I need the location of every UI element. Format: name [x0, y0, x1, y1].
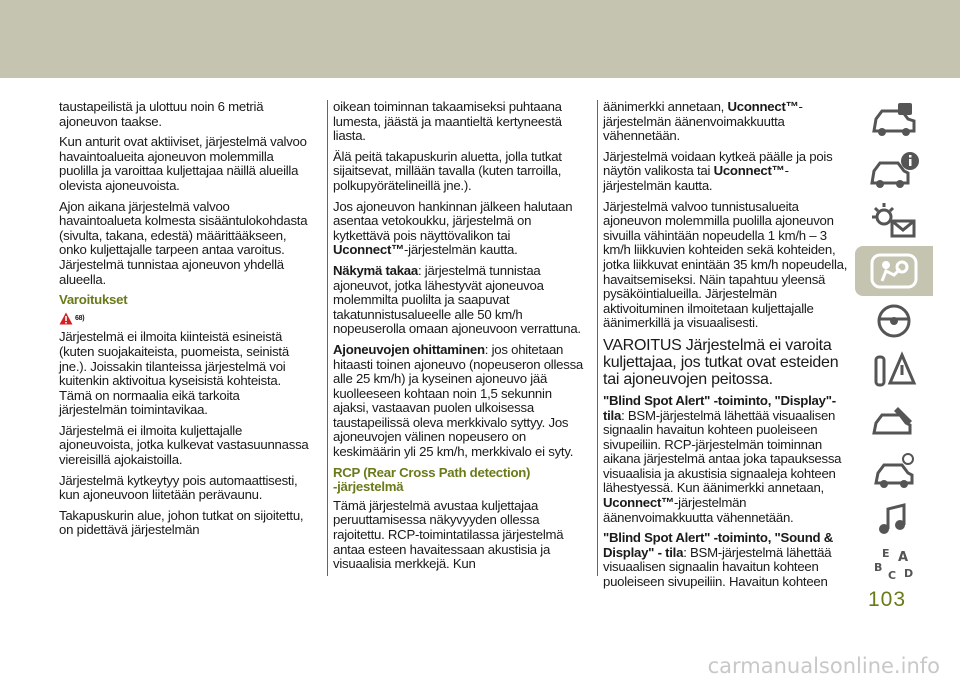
safety-airbag-icon	[868, 251, 920, 291]
svg-text:C: C	[888, 569, 897, 582]
text-run: : järjestelmä tunnistaa ajoneuvot, jotka lähestyvät ajoneuvoa molemmilta puolilta ja saapuvat takatunnistusalueelle alle 50 km/h nopeuserolla omaan ajoneuvoon verrattuna.	[333, 262, 581, 337]
text-run: -järjestelmän kautta.	[603, 163, 789, 193]
svg-text:B: B	[874, 561, 883, 574]
brand-name: Uconnect™	[713, 163, 785, 179]
emergency-icon	[868, 351, 920, 391]
paragraph: taustapeilistä ja ulottuu noin 6 metriä ajoneuvon taakse.	[59, 99, 264, 129]
paragraph: Järjestelmä valvoo tunnistusalueita ajoneuvon molemmilla puolilla ajoneuvon sivuilla vähintään nopeudella 1 km/h – 3 km/h liikkuvien kohteiden sekä kohteiden, jotka liikkuvat enintään 35 km/h nopeudella, havaitsemiseksi. Näin tapahtuu yleensä pysäköintialueilla. Järjestelmän aktivoituminen ilmoitetaan kuljettajalle äänimerkillä ja visuaalisesti.	[603, 198, 848, 331]
tab-car-info[interactable]	[855, 96, 933, 146]
tab-technical-data[interactable]	[855, 446, 933, 496]
brand-name: Uconnect™	[727, 99, 799, 114]
text-column-3	[597, 99, 853, 590]
text-run: -järjestelmän äänenvoimakkuutta vähennetään.	[603, 495, 794, 525]
rcp-heading-line-1: RCP (Rear Cross Path detection)	[333, 464, 531, 480]
term-label: "Blind Spot Alert" -toiminto, "Sound & Display" - tila	[603, 530, 833, 560]
car-info-i-icon	[868, 151, 920, 191]
car-info-icon	[868, 101, 920, 141]
text-column-1	[59, 100, 309, 544]
paragraph: Takapuskurin alue, johon tutkat on sijoitettu, on pidettävä järjestelmän	[59, 507, 304, 538]
paragraph: Tämä järjestelmä avustaa kuljettajaa peruuttamisessa näkyvyyden ollessa rajoitettu. RCP-toimintatilassa järjestelmä antaa esteen havaitessaan akustisia ja visuaalisia merkkejä. Kun	[333, 497, 564, 572]
paragraph: Järjestelmä ei ilmoita kuljettajalle ajoneuvoista, jotka kulkevat vastasuunnassa viereisillä ajokaistoilla.	[59, 422, 309, 468]
paragraph: Järjestelmä kytkeytyy pois automaattisesti, kun ajoneuvoon liitetään perävaunu.	[59, 472, 298, 503]
tab-maintenance[interactable]	[855, 396, 933, 446]
warning-triangle-icon	[59, 312, 73, 325]
paragraph: Älä peitä takapuskurin aluetta, jolla tutkat sijaitsevat, millään tavalla (kuten tarroilla, polkupyörätelineillä jne.).	[333, 148, 562, 193]
technical-data-icon	[868, 451, 920, 491]
paragraph	[333, 264, 583, 337]
svg-text:E: E	[882, 547, 890, 560]
rcp-heading	[333, 466, 583, 495]
term-label: Näkymä takaa	[333, 262, 418, 278]
warning-ref-number: 68)	[75, 314, 85, 322]
paragraph	[603, 100, 853, 144]
tab-car-info-i[interactable]	[855, 146, 933, 196]
warning-reference[interactable]	[59, 312, 309, 327]
text-run: -järjestelmän kautta.	[404, 242, 518, 258]
text-run: äänimerkki annetaan,	[603, 99, 728, 114]
maintenance-icon	[868, 401, 920, 441]
brand-name: Uconnect™	[603, 495, 675, 511]
brand-name: Uconnect™	[333, 242, 405, 258]
paragraph	[603, 394, 853, 525]
page-number: 103	[868, 588, 907, 611]
text-run: Järjestelmä voidaan kytkeä päälle ja pois näytön valikosta tai	[603, 148, 833, 179]
paragraph: oikean toiminnan takaamiseksi puhtaana lumesta, jäästä ja maantieltä kertyneestä liasta.	[333, 99, 562, 144]
svg-text:A: A	[898, 550, 909, 565]
chapter-sidebar	[855, 88, 933, 582]
term-label: "Blind Spot Alert" -toiminto, "Display"-tila	[603, 392, 836, 423]
text-run: Jos ajoneuvon hankinnan jälkeen halutaan asentaa vetokoukku, järjestelmä on kytkettävä pois näyttövalikon tai	[333, 198, 573, 243]
svg-text:D: D	[904, 567, 914, 580]
text-column-2	[327, 100, 583, 576]
text-run: : BSM-järjestelmä lähettää visuaalisen signaalin havaitun kohteen puoleiseen sivupeiliin. Havaitun kohteen	[603, 544, 832, 590]
paragraph	[603, 531, 853, 589]
text-run: : BSM-järjestelmä lähettää visuaalisen signaalin havaitun kohteen puoleiseen sivupeiliin. RCP-järjestelmän toiminnan aikana järjestelmä antaa joka tapauksessa visuaalisia ja akustisia signaaleja kohteen lähestyessä. Kun äänimerkki annetaan,	[603, 407, 842, 496]
top-band	[0, 0, 960, 78]
paragraph: Järjestelmä ei ilmoita kiinteistä esineistä (kuten suojakaiteista, puomeista, seinistä jne.). Joissakin tilanteissa järjestelmä voi kuitenkin aktivoitua kyseisistä kohteista. Tämä on normaalia eikä tarkoita järjestelmän toimintavikaa.	[59, 329, 289, 418]
warning-lights-icon	[868, 201, 920, 241]
rcp-heading-line-2: -järjestelmä	[333, 479, 404, 495]
warnings-heading: Varoitukset	[59, 292, 128, 308]
paragraph: Ajon aikana järjestelmä valvoo havaintoalueta kolmesta sisääntulokohdasta (sivulta, takana, edestä) määrittääkseen, onko kuljettajalle tarpeen antaa varoitus. Järjestelmä tunnistaa ajoneuvon yhdellä alueella.	[59, 198, 308, 287]
tab-safety[interactable]	[855, 246, 933, 296]
text-run: : jos ohitetaan hitaasti toinen ajoneuvo (nopeuseron ollessa alle 25 km/h) ja kyseinen ajoneuvo jää kuolleeseen kohtaan noin 1,5 sekunnin ajaksi, vastaavan puolen ulkoisessa taustapeilissä oleva merkkivalo syttyy. Jos ajoneuvojen välinen nopeusero on keskimäärin yli 25 km/h, merkkivalo ei syty.	[333, 341, 584, 460]
paragraph	[603, 150, 853, 194]
tab-starting-driving[interactable]	[855, 296, 933, 346]
paragraph: Kun anturit ovat aktiiviset, järjestelmä valvoo havaintoalueita ajoneuvon molemmilla puolilla ja varoittaa kuljettajaa näillä alueilla olevista ajoneuvoista.	[59, 134, 307, 193]
warning-heading: VAROITUS Järjestelmä ei varoita kuljettajaa, jos tutkat ovat esteiden tai ajoneuvojen peitossa.	[603, 336, 839, 388]
multimedia-icon	[868, 501, 920, 541]
tab-emergency[interactable]	[855, 346, 933, 396]
paragraph	[333, 200, 583, 258]
tab-warning-lights[interactable]	[855, 196, 933, 246]
starting-driving-icon	[868, 301, 920, 341]
term-label: Ajoneuvojen ohittaminen	[333, 341, 485, 357]
watermark: carmanualsonline.info	[707, 654, 940, 678]
paragraph	[333, 343, 583, 460]
index-icon	[868, 543, 920, 583]
tab-index[interactable]	[855, 538, 933, 588]
text-run: -järjestelmän äänenvoimakkuutta vähennetään.	[603, 99, 803, 144]
